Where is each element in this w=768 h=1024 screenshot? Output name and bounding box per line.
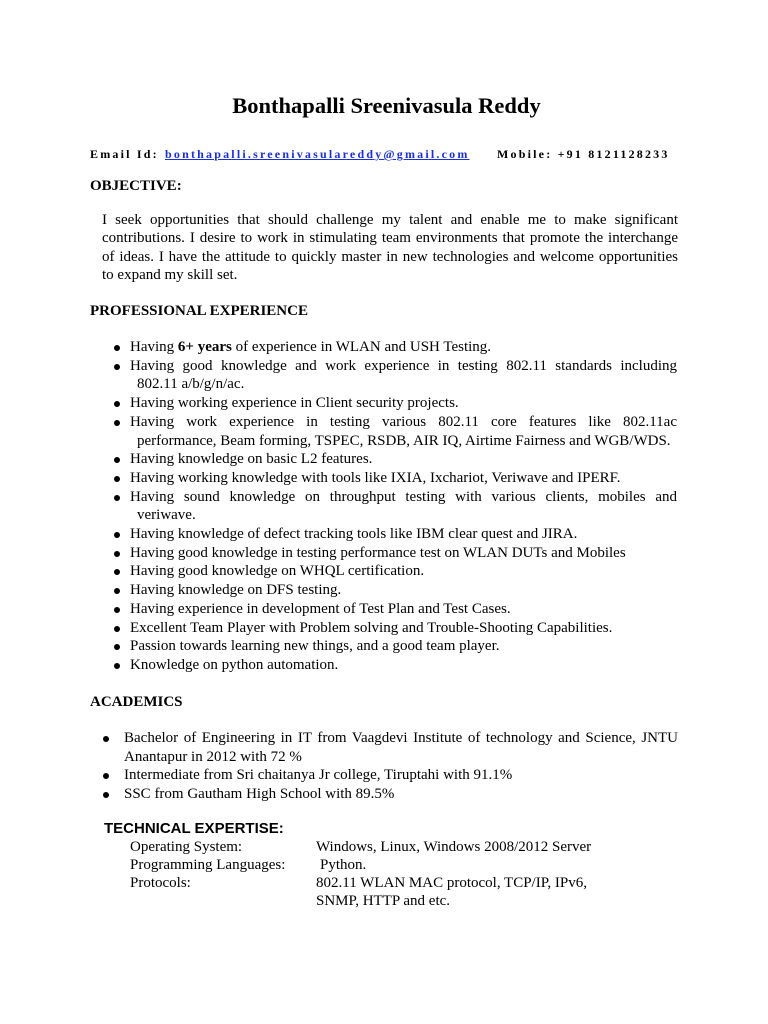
experience-line: Having good knowledge and work experience in testing 802.11 standards including bbox=[130, 357, 677, 374]
bullet-icon bbox=[114, 364, 120, 370]
experience-line: Knowledge on python automation. bbox=[130, 656, 339, 673]
experience-text: Having bbox=[130, 339, 178, 355]
experience-line: Excellent Team Player with Problem solving and Trouble-Shooting Capabilities. bbox=[130, 619, 613, 636]
experience-item bbox=[0, 469, 677, 488]
mobile-label: Mobile: bbox=[497, 147, 553, 161]
experience-line: veriwave. bbox=[137, 507, 196, 524]
bullet-icon bbox=[114, 495, 120, 501]
technical-row bbox=[0, 838, 768, 856]
experience-item bbox=[0, 600, 677, 619]
experience-line: Passion towards learning new things, and a good team player. bbox=[130, 638, 500, 655]
experience-item bbox=[0, 525, 677, 544]
experience-line: Having working experience in Client security projects. bbox=[130, 395, 459, 412]
experience-line: Having knowledge on basic L2 features. bbox=[130, 451, 373, 468]
email-link[interactable]: bonthapalli.sreenivasulareddy@gmail.com bbox=[165, 147, 470, 161]
technical-label: Programming Languages: bbox=[130, 857, 286, 873]
bullet-icon bbox=[114, 532, 120, 538]
bullet-icon bbox=[114, 420, 120, 426]
experience-line: Having work experience in testing various 802.11 core features like 802.11ac bbox=[130, 413, 677, 430]
email-label: Email Id: bbox=[90, 147, 159, 161]
experience-line: Having knowledge on DFS testing. bbox=[130, 582, 342, 599]
bullet-icon bbox=[103, 736, 109, 742]
experience-item bbox=[0, 413, 677, 450]
experience-item bbox=[0, 637, 677, 656]
academics-line: Anantapur in 2012 with 72 % bbox=[124, 748, 302, 765]
academics-item bbox=[0, 785, 678, 804]
experience-line: Having knowledge of defect tracking tools like IBM clear quest and JIRA. bbox=[130, 526, 578, 543]
experience-item bbox=[0, 394, 677, 413]
bullet-icon bbox=[114, 551, 120, 557]
experience-highlight: 6+ years bbox=[177, 339, 232, 355]
objective-paragraph bbox=[102, 211, 678, 285]
technical-value: Windows, Linux, Windows 2008/2012 Server bbox=[316, 839, 592, 855]
bullet-icon bbox=[114, 626, 120, 632]
technical-value: SNMP, HTTP and etc. bbox=[316, 893, 451, 909]
experience-heading: PROFESSIONAL EXPERIENCE bbox=[90, 303, 308, 319]
technical-row bbox=[0, 856, 768, 874]
experience-item bbox=[0, 338, 677, 357]
academics-heading: ACADEMICS bbox=[90, 694, 183, 710]
technical-label: Operating System: bbox=[130, 839, 243, 855]
mobile-number: +91 8121128233 bbox=[557, 147, 670, 161]
experience-item bbox=[0, 619, 677, 638]
technical-value: Python. bbox=[320, 857, 367, 873]
academics-line: SSC from Gautham High School with 89.5% bbox=[124, 786, 395, 803]
objective-line: of ideas. I have the attitude to quickly master in new technologies and welcome opportunities bbox=[102, 248, 678, 265]
academics-item bbox=[0, 729, 678, 766]
objective-line: I seek opportunities that should challenge my talent and enable me to make significant bbox=[102, 212, 678, 228]
experience-line: Having experience in development of Test Plan and Test Cases. bbox=[130, 600, 511, 617]
experience-item bbox=[0, 562, 677, 581]
technical-label: Protocols: bbox=[130, 875, 191, 891]
academics-line: Bachelor of Engineering in IT from Vaagdevi Institute of technology and Science, JNTU bbox=[124, 730, 678, 746]
objective-line: contributions. I desire to work in stimulating team environments that promote the interchange bbox=[102, 230, 678, 247]
experience-line: 802.11 a/b/g/n/ac. bbox=[137, 376, 245, 393]
candidate-name: Bonthapalli Sreenivasula Reddy bbox=[232, 93, 541, 118]
technical-table bbox=[0, 838, 768, 910]
experience-item bbox=[0, 357, 677, 394]
bullet-icon bbox=[114, 663, 120, 669]
experience-line bbox=[0, 338, 677, 357]
academics-list bbox=[0, 729, 678, 804]
objective-line: to expand my skill set. bbox=[102, 267, 238, 284]
experience-item bbox=[0, 656, 677, 675]
objective-heading: OBJECTIVE: bbox=[90, 178, 182, 194]
experience-line: Having good knowledge on WHQL certification. bbox=[130, 563, 425, 580]
experience-line: Having good knowledge in testing performance test on WLAN DUTs and Mobiles bbox=[130, 544, 626, 561]
mobile-contact bbox=[497, 146, 670, 162]
experience-list bbox=[0, 338, 677, 675]
experience-item bbox=[0, 581, 677, 600]
bullet-icon bbox=[114, 607, 120, 613]
bullet-icon bbox=[114, 345, 120, 351]
technical-value: 802.11 WLAN MAC protocol, TCP/IP, IPv6, bbox=[316, 875, 587, 891]
experience-line: performance, Beam forming, TSPEC, RSDB, AIR IQ, Airtime Fairness and WGB/WDS. bbox=[137, 432, 671, 449]
experience-text: of experience in WLAN and USH Testing. bbox=[231, 339, 492, 355]
technical-heading: TECHNICAL EXPERTISE: bbox=[104, 820, 284, 837]
experience-item bbox=[0, 450, 677, 469]
experience-line: Having working knowledge with tools like IXIA, Ixchariot, Veriwave and IPERF. bbox=[130, 469, 621, 486]
experience-line: Having sound knowledge on throughput testing with various clients, mobiles and bbox=[130, 488, 677, 505]
experience-item bbox=[0, 488, 677, 525]
experience-item bbox=[0, 544, 677, 563]
academics-item bbox=[0, 766, 678, 785]
academics-line: Intermediate from Sri chaitanya Jr college, Tiruptahi with 91.1% bbox=[124, 767, 513, 784]
technical-row bbox=[0, 874, 768, 910]
bullet-icon bbox=[114, 476, 120, 482]
